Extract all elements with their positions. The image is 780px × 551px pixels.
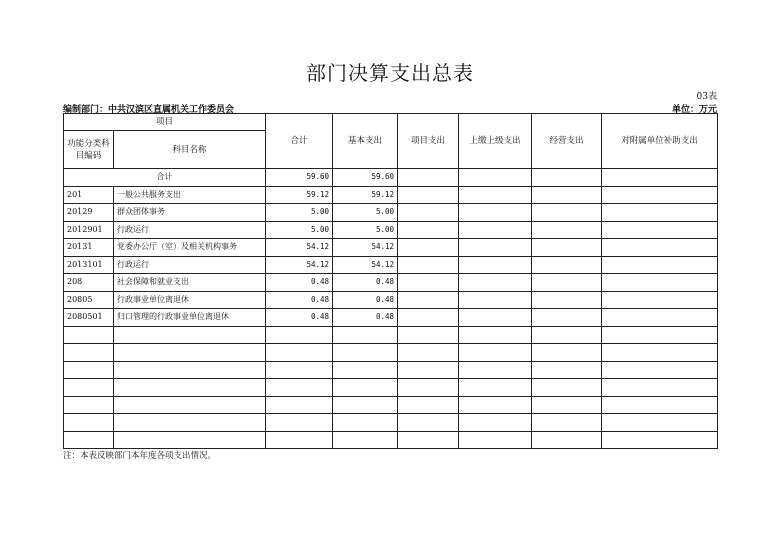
basic-value: 0.48 [333,309,398,327]
table-cell [602,221,718,239]
total-value: 59.12 [266,186,333,204]
table-cell [532,344,602,362]
header-business: 经营支出 [532,114,602,169]
table-cell [398,361,459,379]
table-cell [114,361,266,379]
table-cell [532,169,602,187]
basic-value: 0.48 [333,291,398,309]
subject-name: 一般公共服务支出 [114,186,266,204]
table-cell [532,204,602,222]
table-cell [532,239,602,257]
header-item: 项目 [64,114,266,131]
empty-row [64,431,718,449]
table-row [64,291,718,309]
basic-value: 5.00 [333,204,398,222]
table-cell [602,186,718,204]
table-cell [333,344,398,362]
table-cell [266,396,333,414]
department-label: 编制部门：中共汉滨区直属机关工作委员会 [63,105,235,115]
basic-value: 59.12 [333,186,398,204]
table-cell [398,256,459,274]
table-row [64,221,718,239]
unit-label: 单位：万元 [671,105,717,115]
table-cell [459,414,532,432]
table-cell [64,396,114,414]
table-cell [64,326,114,344]
table-body [64,169,718,449]
table-cell [602,396,718,414]
total-value: 5.00 [266,221,333,239]
subject-name: 行政运行 [114,221,266,239]
table-cell [64,431,114,449]
table-cell [333,414,398,432]
basic-value: 0.48 [333,274,398,292]
table-cell [398,414,459,432]
summary-label: 合计 [64,169,266,187]
page-title: 部门决算支出总表 [306,61,474,85]
subject-name: 行政运行 [114,256,266,274]
table-cell [602,309,718,327]
basic-value: 54.12 [333,256,398,274]
table-cell [398,204,459,222]
subject-name: 党委办公厅（室）及相关机构事务 [114,239,266,257]
total-value: 0.48 [266,274,333,292]
empty-row [64,414,718,432]
table-cell [64,344,114,362]
header-upper: 上缴上级支出 [459,114,532,169]
table-cell [532,256,602,274]
table-cell [398,291,459,309]
function-code: 201 [64,186,114,204]
total-value: 5.00 [266,204,333,222]
table-cell [602,169,718,187]
table-cell [459,204,532,222]
table-cell [333,396,398,414]
table-cell [532,326,602,344]
header-func-code: 功能分类科目编码 [64,131,114,169]
function-code: 2013101 [64,256,114,274]
table-cell [459,186,532,204]
empty-row [64,344,718,362]
table-cell [333,326,398,344]
table-cell [266,344,333,362]
table-cell [602,256,718,274]
header-project: 项目支出 [398,114,459,169]
table-cell [459,326,532,344]
table-cell [459,274,532,292]
footnote: 注：本表反映部门本年度各项支出情况。 [63,451,217,461]
table-cell [333,431,398,449]
table-cell [266,361,333,379]
table-cell [398,396,459,414]
table-cell [114,326,266,344]
empty-row [64,361,718,379]
header-subsidy: 对附属单位补助支出 [602,114,718,169]
empty-row [64,326,718,344]
function-code: 20805 [64,291,114,309]
table-cell [64,361,114,379]
function-code: 20131 [64,239,114,257]
table-cell [266,379,333,397]
table-cell [602,431,718,449]
header-basic: 基本支出 [333,114,398,169]
summary-basic: 59.60 [333,169,398,187]
subject-name: 社会保障和就业支出 [114,274,266,292]
table-cell [602,361,718,379]
table-cell [532,414,602,432]
total-value: 0.48 [266,309,333,327]
table-cell [398,344,459,362]
table-row [64,204,718,222]
table-cell [114,379,266,397]
table-cell [114,431,266,449]
table-row [64,186,718,204]
expenditure-table [63,113,718,449]
table-cell [459,221,532,239]
basic-value: 5.00 [333,221,398,239]
table-cell [459,344,532,362]
table-cell [532,221,602,239]
basic-value: 54.12 [333,239,398,257]
table-cell [266,326,333,344]
function-code: 2080501 [64,309,114,327]
table-cell [532,431,602,449]
total-value: 0.48 [266,291,333,309]
table-cell [398,326,459,344]
function-code: 20129 [64,204,114,222]
table-cell [459,256,532,274]
table-cell [532,186,602,204]
table-cell [532,274,602,292]
total-value: 54.12 [266,239,333,257]
table-cell [532,361,602,379]
table-cell [398,221,459,239]
table-cell [266,431,333,449]
total-value: 54.12 [266,256,333,274]
table-cell [459,396,532,414]
empty-row [64,396,718,414]
table-cell [398,186,459,204]
table-cell [532,309,602,327]
subject-name: 群众团体事务 [114,204,266,222]
table-cell [459,379,532,397]
function-code: 2012901 [64,221,114,239]
table-cell [532,379,602,397]
table-cell [398,239,459,257]
table-cell [602,239,718,257]
table-cell [398,379,459,397]
table-cell [602,291,718,309]
function-code: 208 [64,274,114,292]
table-cell [266,414,333,432]
table-cell [459,431,532,449]
table-cell [333,379,398,397]
table-cell [532,396,602,414]
table-cell [459,291,532,309]
table-cell [459,239,532,257]
table-cell [64,379,114,397]
table-cell [398,309,459,327]
table-cell [459,169,532,187]
summary-total: 59.60 [266,169,333,187]
table-row [64,309,718,327]
table-row [64,239,718,257]
table-cell [398,169,459,187]
table-row [64,274,718,292]
table-cell [459,309,532,327]
subject-name: 归口管理的行政事业单位离退休 [114,309,266,327]
table-cell [602,414,718,432]
table-cell [114,344,266,362]
table-cell [114,414,266,432]
table-cell [459,361,532,379]
header-total: 合计 [266,114,333,169]
table-cell [64,414,114,432]
empty-row [64,379,718,397]
header-subject-name: 科目名称 [114,131,266,169]
table-cell [602,274,718,292]
table-cell [398,274,459,292]
table-cell [602,204,718,222]
table-cell [398,431,459,449]
form-number: 03表 [696,92,717,102]
table-cell [532,291,602,309]
table-cell [114,396,266,414]
table-row [64,256,718,274]
table-cell [333,361,398,379]
summary-row [64,169,718,187]
table-cell [602,326,718,344]
table-cell [602,344,718,362]
table-cell [602,379,718,397]
subject-name: 行政事业单位离退休 [114,291,266,309]
